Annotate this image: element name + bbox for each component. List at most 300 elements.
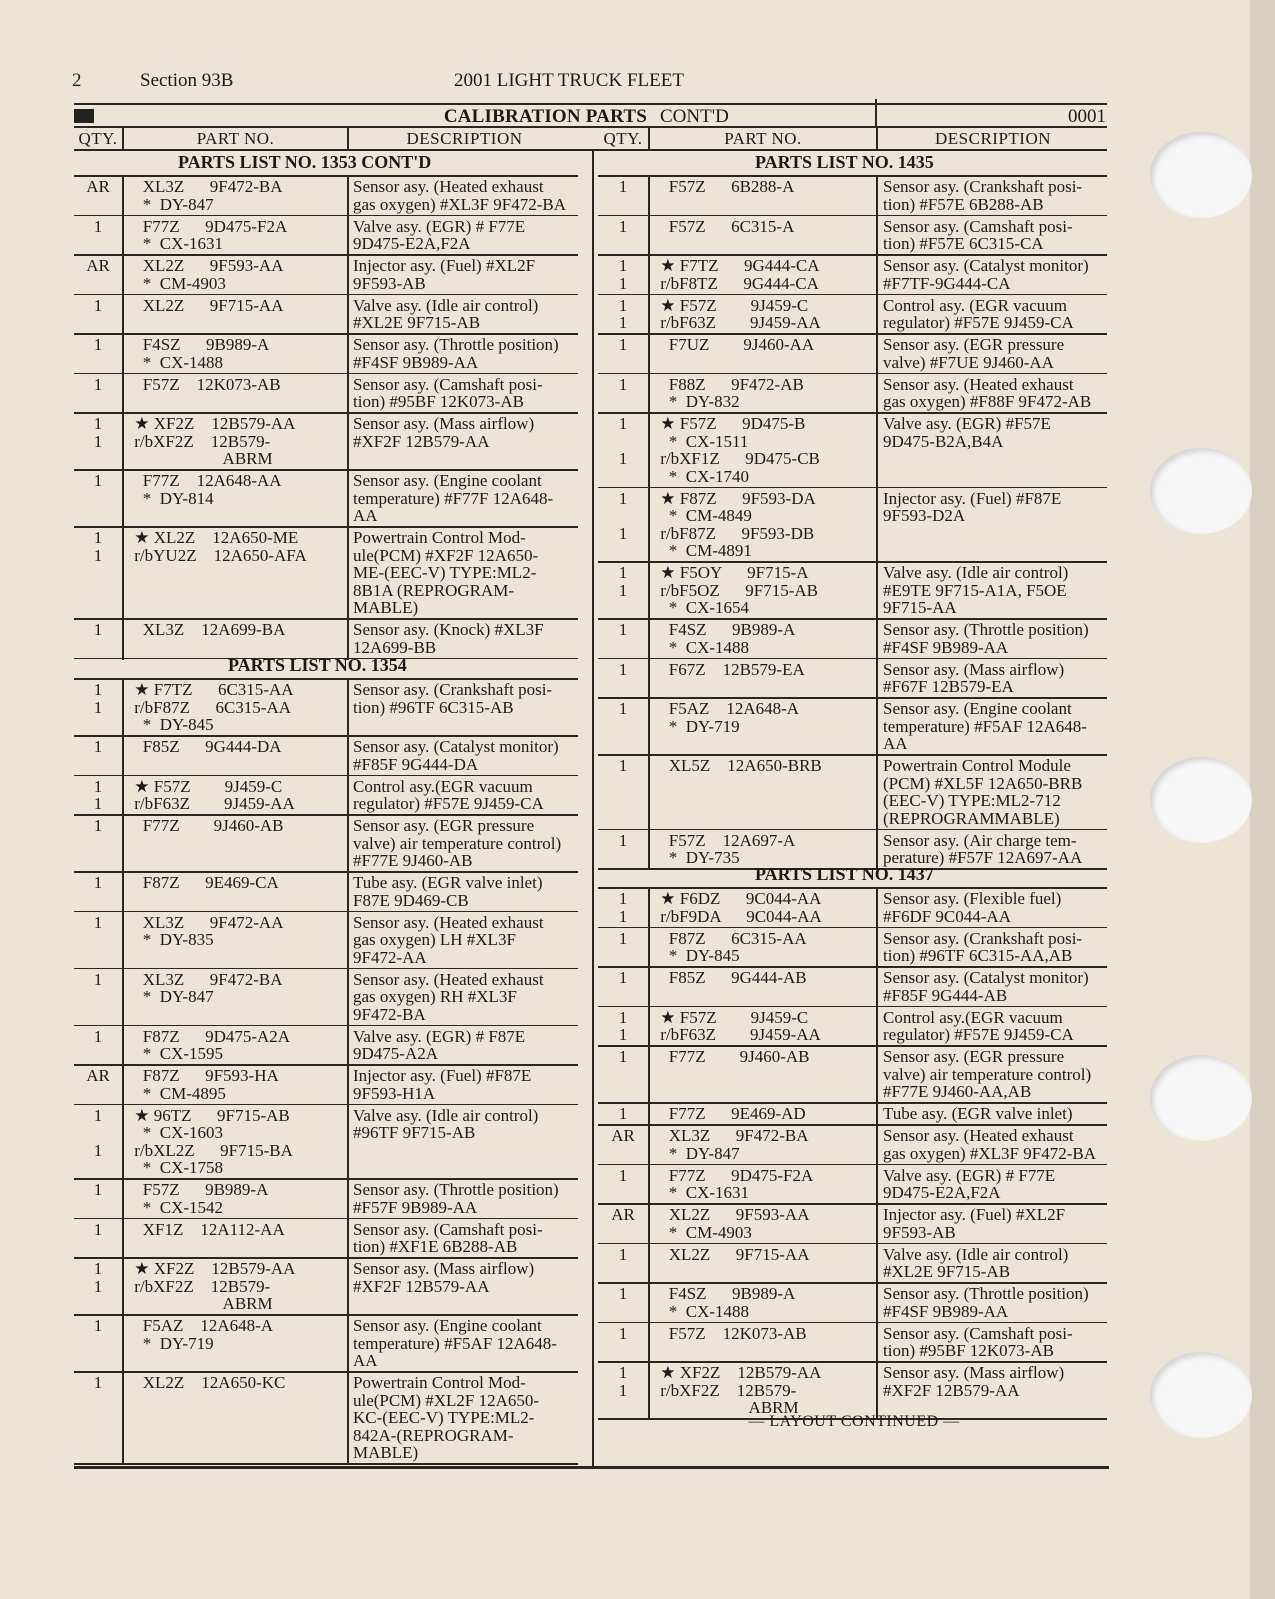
row-part-number [656,376,804,411]
qty-value: 1 [618,968,628,987]
part-number-line: F57Z 12K073-AB [130,374,281,394]
row-quantity [74,914,122,932]
row-part-number [130,1028,290,1063]
row-quantity [598,757,648,775]
description-line: regulator) #F57E 9J459-CA [353,794,544,813]
part-number-line: ★ 96TZ 9F715-AB [130,1105,290,1125]
description-line: #F57F 9B989-AA [353,1197,478,1217]
description-line: AA [353,1351,378,1370]
description-line: Sensor asy. (Engine coolant [883,699,1072,718]
row-description [353,376,588,411]
column-separator [648,1323,650,1364]
description-line: Powertrain Control Module [883,756,1071,775]
description-line: KC-(EEC-V) TYPE:ML2- [353,1408,535,1427]
column-separator [122,334,124,375]
row-quantity [74,472,122,490]
qty-value: 1 [93,1259,103,1278]
table-row [74,1374,578,1466]
part-number-line: r/bXF1Z 9D475-CB [656,449,820,468]
row-quantity [598,621,648,639]
row-rule [74,1218,578,1220]
part-number-line: F77Z 9D475-F2A [656,1165,814,1185]
row-quantity [598,1048,648,1066]
row-quantity [598,1127,648,1145]
part-number-line: * DY-719 [656,716,740,736]
page-edge [1250,0,1275,1599]
description-line: Sensor asy. (Mass airflow) [353,414,535,433]
qty-value: 1 [618,699,628,718]
row-description [883,1167,1118,1202]
part-number-line: r/bF8TZ 9G444-CA [656,273,819,293]
column-separator [876,1204,878,1245]
column-separator [876,928,878,969]
table-row [598,490,1107,565]
row-quantity [74,874,122,892]
row-quantity [598,661,648,679]
description-line: 9F715-AA [883,598,957,617]
column-separator [876,1283,878,1324]
qty-value: 1 [618,756,628,775]
row-rule [598,215,1107,217]
row-description [883,415,1118,450]
description-line: (EEC-V) TYPE:ML2-712 [883,791,1061,810]
row-description [883,178,1118,213]
row-description [883,621,1118,656]
row-quantity [74,257,122,275]
qty-value: 1 [93,1180,103,1199]
description-line: valve) air temperature control) [883,1064,1092,1084]
row-description [353,1221,588,1256]
description-line: Sensor asy. (Engine coolant [353,1316,542,1335]
table-row [598,178,1107,218]
part-number-line: XL3Z 12A699-BA [130,620,286,639]
row-part-number [130,376,281,394]
column-separator [347,969,349,1027]
row-quantity [74,297,122,315]
description-line: Sensor asy. (Heated exhaust [353,177,544,196]
row-description [353,1374,588,1462]
row-description [883,1009,1118,1044]
row-part-number [656,1127,809,1162]
row-description [883,700,1118,753]
qty-value [74,1124,122,1142]
qty-value: 1 [93,794,103,813]
column-separator [122,295,124,336]
row-part-number [656,218,794,236]
row-quantity [598,1009,648,1044]
description-line: #F6DF 9C044-AA [883,906,1011,926]
col-part-left: PART NO. [196,129,275,148]
qty-value: AR [86,177,110,196]
qty-value: 1 [618,1104,628,1123]
table-row [74,971,578,1028]
description-line: Valve asy. (Idle air control) [883,1244,1069,1264]
table-row [598,700,1107,757]
qty-value: 1 [618,273,628,293]
qty-value [598,433,648,451]
table-row [598,621,1107,661]
qty-value: 1 [93,431,103,451]
row-quantity [598,297,648,332]
row-quantity [74,1181,122,1199]
description-line: temperature) #F5AF 12A648- [883,716,1087,736]
column-separator [648,255,650,296]
description-line: Control asy. (EGR vacuum [883,295,1067,315]
row-rule [598,658,1107,660]
row-rule [598,829,1107,831]
column-separator [648,1103,650,1126]
part-number-line: * DY-835 [130,930,214,949]
row-description [883,1285,1118,1320]
part-number-line: r/bF87Z 6C315-AA [130,697,292,717]
row-description [883,1246,1118,1281]
column-separator [876,334,878,375]
column-separator [347,334,349,375]
column-separator [122,1258,124,1316]
column-separator [876,619,878,660]
description-line: temperature) #F77F 12A648- [353,488,554,508]
row-part-number [656,1009,821,1044]
part-number-line: r/bXF2Z 12B579- [656,1380,797,1400]
column-separator [648,176,650,217]
table-row [74,336,578,376]
row-part-number [130,529,307,564]
part-number-line: F85Z 9G444-DA [130,737,282,756]
column-separator [648,216,650,257]
table-row [598,415,1107,490]
column-separator [347,1315,349,1373]
description-line: regulator) #F57E 9J459-CA [883,1025,1074,1044]
col-qty-right: QTY. [603,129,643,148]
qty-value: 1 [618,374,628,394]
description-line: Sensor asy. (Throttle position) [883,1284,1089,1303]
part-number-line: XL3Z 9F472-BA [130,177,283,196]
description-line: (REPROGRAMMABLE) [883,808,1060,828]
row-part-number [656,1105,806,1123]
part-number-line: r/bF87Z 9F593-DB [656,523,815,543]
part-number-line: * CM-4903 [130,273,226,293]
column-separator [122,1219,124,1260]
part-number-line: * DY-847 [130,194,214,214]
description-line: tion) #96TF 6C315-AA,AB [883,946,1073,965]
part-number-line: * DY-719 [130,1333,214,1353]
description-line: 9F593-AB [883,1222,956,1242]
part-number-line: * DY-847 [656,1143,740,1163]
description-line: Sensor asy. (Air charge tem- [883,830,1077,850]
description-line: gas oxygen) #F88F 9F472-AB [883,392,1092,411]
column-separator [122,255,124,296]
qty-value: AR [611,1205,635,1224]
row-quantity [598,1105,648,1123]
row-description [353,218,588,253]
description-line: #F85F 9G444-AB [883,985,1008,1005]
part-number-line: r/bXL2Z 9F715-BA [130,1140,293,1160]
column-separator [347,1065,349,1106]
part-number-line: XF1Z 12A112-AA [130,1219,285,1239]
qty-value: 1 [93,620,103,639]
row-part-number [130,297,283,315]
description-line: 9F593-D2A [883,506,966,525]
part-number-line: F77Z 9J460-AB [130,816,284,835]
description-line: Control asy.(EGR vacuum [883,1007,1063,1027]
row-quantity [598,415,648,468]
column-separator [876,1323,878,1364]
row-part-number [130,336,269,371]
row-rule [74,1025,578,1027]
column-separator [876,1103,878,1126]
column-separator [122,1372,124,1465]
row-quantity [74,817,122,835]
qty-value: 1 [93,1026,103,1046]
column-separator [122,912,124,970]
row-quantity [74,178,122,196]
description-line: 9F593-H1A [353,1083,436,1103]
row-description [353,1181,588,1216]
row-rule [74,1104,578,1106]
part-number-line: F77Z 12A648-AA [130,471,282,490]
row-part-number [130,178,283,213]
description-line: gas oxygen) #XL3F 9F472-BA [883,1143,1096,1163]
description-line: Sensor asy. (Throttle position) [883,620,1089,639]
qty-value: 1 [93,969,103,989]
column-separator [648,1204,650,1245]
column-separator [347,776,349,817]
description-line: Sensor asy. (Camshaft posi- [353,1219,543,1239]
description-line: Sensor asy. (EGR pressure [883,335,1065,354]
part-number-line: * CX-1542 [130,1197,224,1217]
column-separator [122,1105,124,1181]
qty-value: 1 [618,1284,628,1303]
description-line: #E9TE 9F715-A1A, F5OE [883,580,1067,600]
part-number-line: ★ F57Z 9J459-C [656,1007,809,1027]
row-description [353,874,588,909]
description-line: Control asy.(EGR vacuum [353,776,533,796]
part-number-line: XL2Z 9F593-AA [656,1205,810,1224]
qty-value: 1 [618,1165,628,1185]
table-row [598,661,1107,701]
row-part-number [656,564,818,617]
row-part-number [130,1221,285,1239]
description-line: #F4SF 9B989-AA [353,352,479,372]
part-number-line: * CX-1603 [130,1123,224,1142]
qty-value: 1 [618,889,628,908]
description-line: Sensor asy. (Camshaft posi- [353,374,543,394]
qty-value: 1 [93,1219,103,1239]
row-description [883,490,1118,525]
row-description [883,661,1118,696]
column-separator [876,888,878,929]
part-number-line: ★ XL2Z 12A650-ME [130,528,299,547]
column-separator [122,1026,124,1067]
description-line: Sensor asy. (Catalyst monitor) [353,737,559,756]
column-separator [648,755,650,831]
column-separator [876,1007,878,1048]
column-separator [648,830,650,871]
row-quantity [598,1206,648,1224]
part-number-line: r/bF9DA 9C044-AA [656,906,822,926]
row-part-number [656,1285,795,1320]
column-separator [876,562,878,620]
description-line: ule(PCM) #XF2F 12A650- [353,545,539,565]
description-line: tion) #95BF 12K073-AB [353,392,524,411]
row-part-number [656,257,820,292]
row-part-number [656,1325,807,1343]
binder-hole [1150,448,1252,534]
part-number-line: XL2Z 9F715-AA [130,295,284,315]
qty-value: 1 [93,545,103,565]
row-description [883,297,1118,332]
col-sep [122,127,124,151]
table-row [598,969,1107,1009]
row-quantity [74,1260,122,1295]
description-line: Sensor asy. (Throttle position) [353,1180,559,1199]
column-separator [648,374,650,415]
column-header-rule [74,149,1107,151]
row-quantity [598,1167,648,1185]
description-line: Valve asy. (EGR) # F77E [353,216,526,236]
row-quantity [598,336,648,354]
column-separator [347,1372,349,1465]
table-row [598,1009,1107,1049]
row-quantity [598,930,648,948]
row-description [883,336,1118,371]
column-separator [648,659,650,700]
part-number-line: * CX-1488 [656,637,750,657]
running-header [72,70,1112,98]
column-separator [122,1065,124,1106]
row-rule [74,215,578,217]
description-line: #XL2E 9F715-AB [353,313,481,332]
column-separator [347,1219,349,1260]
row-quantity [598,218,648,236]
column-separator [648,967,650,1008]
part-number-line: r/bXF2Z 12B579- [130,431,271,451]
table-code: 0001 [1068,106,1106,127]
row-description [353,1028,588,1063]
part-number-line: * CM-4891 [656,541,752,560]
part-number-line: F85Z 9G444-AB [656,968,807,987]
description-line: #F85F 9G444-DA [353,754,479,774]
description-line: Sensor asy. (Crankshaft posi- [883,177,1083,196]
col-desc-left: DESCRIPTION [406,129,523,148]
column-separator [648,928,650,969]
description-line: 8B1A (REPROGRAM- [353,580,515,600]
row-quantity [598,700,648,718]
table-row [598,1246,1107,1286]
table-row [74,778,578,818]
row-part-number [130,1107,293,1177]
row-description [883,1325,1118,1360]
binder-hole [1150,132,1252,218]
description-line: MABLE) [353,598,419,617]
part-number-line: F5AZ 12A648-A [130,1316,274,1335]
part-number-line: XL3Z 9F472-BA [656,1126,809,1145]
row-part-number [656,336,814,354]
row-quantity [598,1325,648,1343]
center-divider [592,151,594,1466]
description-line: AA [353,506,378,525]
description-line: #XL2E 9F715-AB [883,1262,1011,1281]
row-rule [598,294,1107,296]
row-part-number [130,738,282,756]
row-description [353,817,588,870]
row-part-number [656,890,822,925]
row-quantity [74,1317,122,1335]
description-line: Sensor asy. (Heated exhaust [883,1126,1074,1145]
qty-value: 1 [618,177,628,196]
table-row [598,1285,1107,1325]
table-row [74,218,578,258]
row-quantity [74,778,122,813]
description-line: Sensor asy. (Mass airflow) [883,1363,1065,1382]
qty-value: 1 [93,737,103,756]
column-separator [347,1179,349,1220]
description-line: 9D475-E2A,F2A [353,234,471,253]
row-part-number [130,971,283,1006]
parts-list-title: PARTS LIST NO. 1437 [755,864,934,884]
description-line: tion) #XF1E 6B288-AB [353,1237,518,1256]
part-number-line: XL3Z 9F472-AA [130,912,284,932]
qty-value: 1 [618,830,628,850]
table-row [74,1181,578,1221]
table-row [74,415,578,472]
row-rule [74,1463,578,1465]
description-line: #F7TF-9G444-CA [883,273,1011,293]
table-row [598,1048,1107,1105]
row-quantity [74,738,122,756]
col-part-right: PART NO. [724,129,802,148]
column-separator [876,216,878,257]
row-quantity [74,218,122,236]
row-part-number [130,1317,273,1352]
row-quantity [74,1067,122,1085]
table-row [74,178,578,218]
row-quantity [598,1246,648,1264]
description-line: Sensor asy. (Mass airflow) [883,659,1065,679]
row-description [883,832,1118,867]
description-line: #F67F 12B579-EA [883,677,1014,696]
part-number-line: F77Z 9D475-F2A [130,216,288,236]
col-qty-left: QTY. [78,129,118,148]
column-separator [347,872,349,913]
row-description [883,1206,1118,1241]
row-part-number [130,1260,295,1313]
row-description [883,969,1118,1004]
row-part-number [656,415,820,485]
column-separator [122,1179,124,1220]
qty-value: 1 [618,1047,628,1066]
part-number-line: F77Z 9J460-AB [656,1047,810,1066]
part-number-line: ★ F57Z 9J459-C [656,295,809,315]
qty-value: 1 [618,580,628,600]
table-row [74,817,578,874]
row-quantity [598,969,648,987]
layout-continued-note: — LAYOUT CONTINUED — [748,1413,960,1430]
qty-value [598,507,648,525]
table-row [598,890,1107,930]
row-part-number [130,914,283,949]
description-line: F87E 9D469-CB [353,890,469,910]
description-line: Sensor asy. (Camshaft posi- [883,216,1073,236]
column-separator [648,1283,650,1324]
col-desc-right: DESCRIPTION [934,129,1051,148]
qty-value: 1 [618,1244,628,1264]
column-separator [876,755,878,831]
row-description [353,681,588,716]
column-separator [648,562,650,620]
table-row [74,1028,578,1068]
document-title: 2001 LIGHT TRUCK FLEET [454,70,684,91]
